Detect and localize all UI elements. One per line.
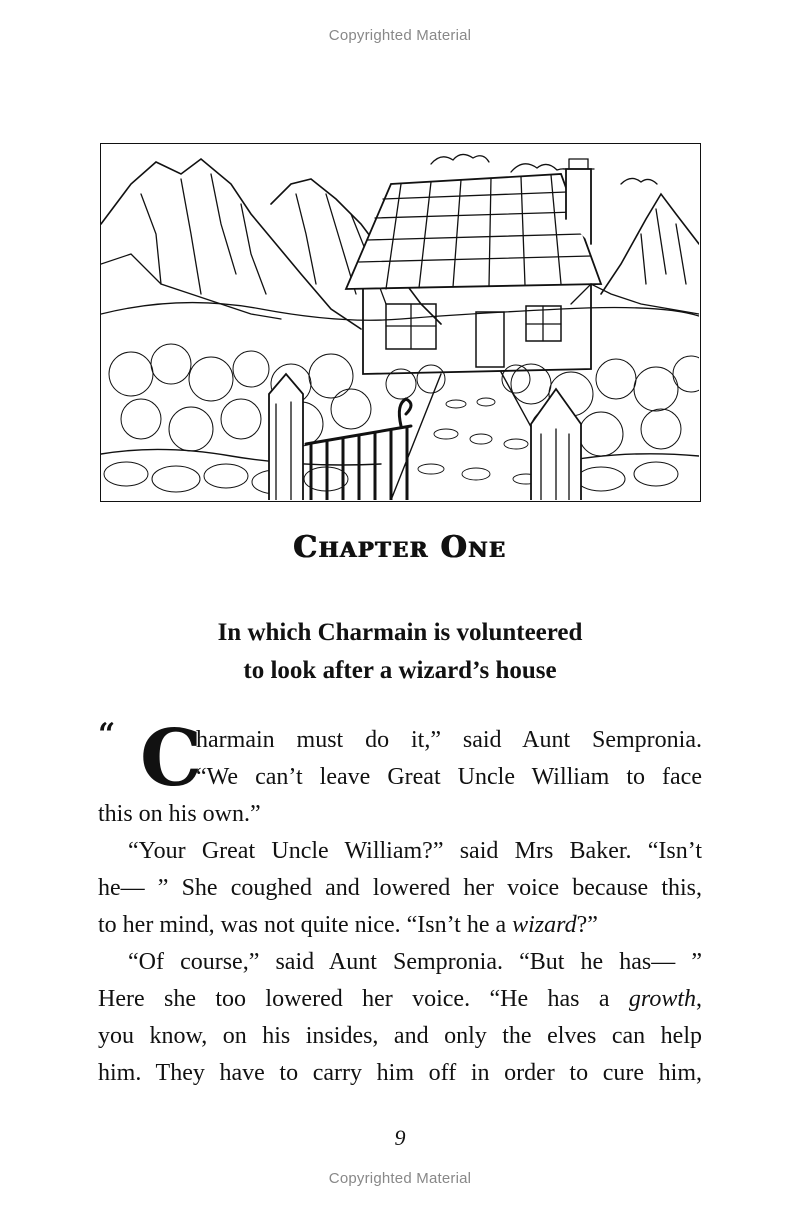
text-line: harmain must do it,” said Aunt Sempronia. bbox=[196, 727, 702, 753]
paragraph-1 bbox=[98, 713, 702, 833]
text-line: Here she too lowered her voice. “He has a growth, bbox=[98, 986, 702, 1012]
chapter-heading: Chapter One bbox=[293, 530, 507, 565]
copyright-header: Copyrighted Material bbox=[328, 27, 472, 44]
chapter-subtitle-line-1: In which Charmain is volunteered bbox=[217, 619, 583, 646]
text-line: “We can’t leave Great Uncle William to face bbox=[196, 764, 702, 790]
opening-quote-mark: “ bbox=[98, 717, 116, 752]
copyright-footer: Copyrighted Material bbox=[328, 1170, 472, 1187]
page-number: 9 bbox=[394, 1125, 406, 1150]
chapter-subtitle-line-2: to look after a wizard’s house bbox=[243, 657, 557, 684]
paragraph-3 bbox=[98, 944, 702, 1092]
chapter-illustration bbox=[100, 143, 701, 502]
body-text bbox=[98, 713, 702, 1092]
text-line: “Your Great Uncle William?” said Mrs Baker. “Isn’t bbox=[128, 838, 702, 864]
text-line: to her mind, was not quite nice. “Isn’t he a wizard?” bbox=[98, 912, 598, 938]
chapter-subtitle bbox=[0, 614, 800, 690]
paragraph-2 bbox=[98, 833, 702, 944]
italic-word: wizard bbox=[512, 912, 577, 938]
italic-word: growth bbox=[628, 986, 696, 1012]
drop-cap-letter: C bbox=[140, 713, 203, 804]
text-line: him. They have to carry him off in order to cure him, bbox=[98, 1060, 702, 1086]
text-line: this on his own.” bbox=[98, 801, 261, 827]
text-line: you know, on his insides, and only the elves can help bbox=[98, 1023, 702, 1049]
text-line: he— ” She coughed and lowered her voice because this, bbox=[98, 875, 702, 901]
text-line: “Of course,” said Aunt Sempronia. “But he has— ” bbox=[128, 949, 702, 975]
